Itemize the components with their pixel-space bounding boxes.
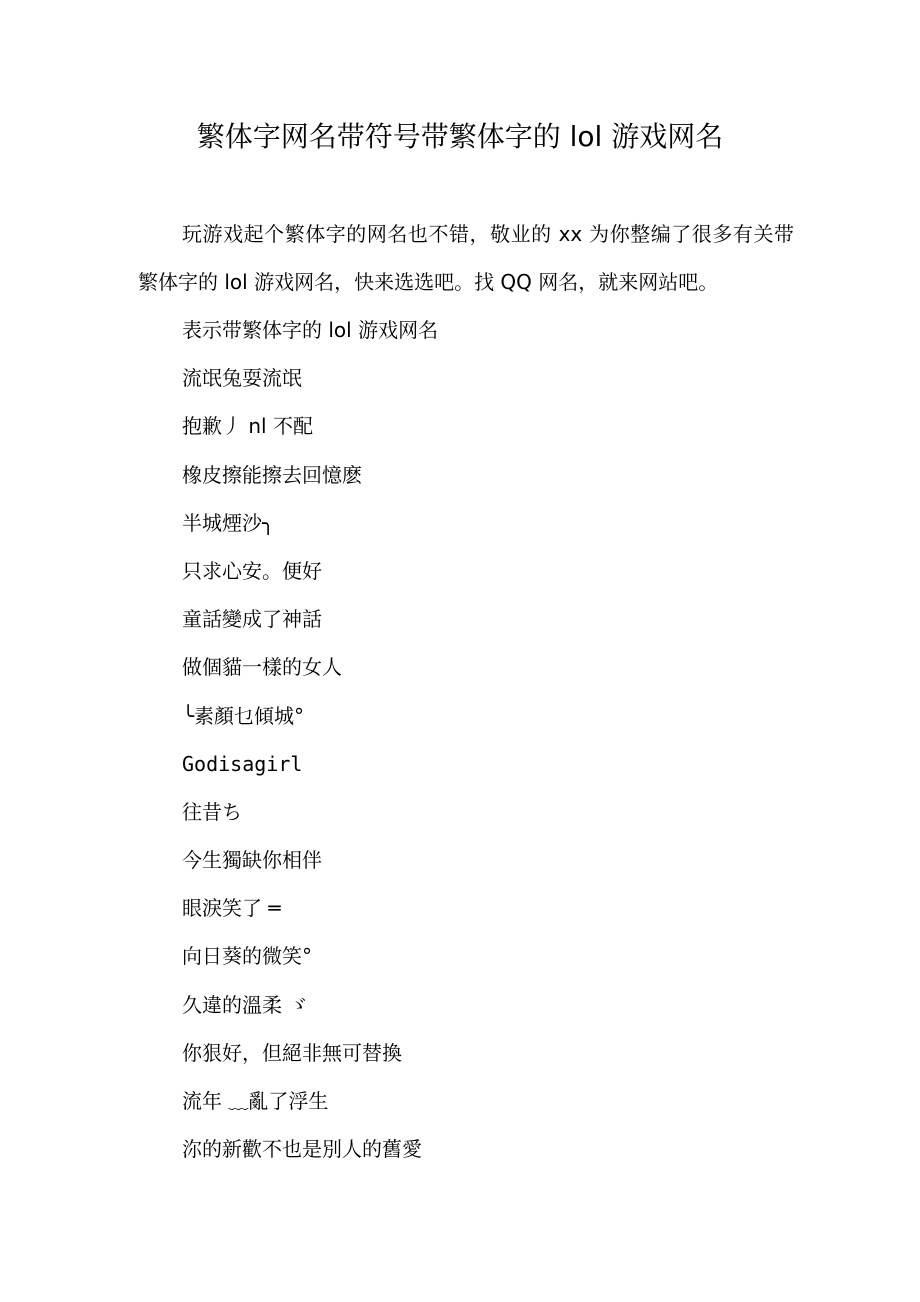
list-item: 半城煙沙╮ [182,510,275,535]
list-item: 童話變成了神話 [182,607,322,632]
list-item: 做個貓一樣的女人 [182,655,342,680]
list-item: 橡皮擦能擦去回憶麽 [182,462,362,487]
list-item: 今生獨缺你相伴 [182,848,322,873]
list-item: 抱歉丿 nl 不配 [182,414,313,439]
list-item: 流氓兔耍流氓 [182,366,302,391]
list-item: Godisagirl [182,751,303,776]
intro-paragraph: 玩游戏起个繁体字的网名也不错，敬业的 xx 为你整编了很多有关带繁体字的 lol 游戏网名，快来选选吧。找 QQ 网名，就来网站吧。 [138,222,794,294]
name-list [182,306,438,1173]
list-item: 往昔ち [182,799,242,824]
list-item: 眼淚笑了 ═ [182,896,281,921]
list-item: 沵的新歡不也是別人的舊愛 [182,1137,422,1162]
list-item: 你狠好，但絕非無可替換 [182,1040,402,1065]
list-item: 只求心安。便好 [182,558,322,583]
subheading: 表示带繁体字的 lol 游戏网名 [182,318,439,342]
list-item: ╰素顏乜傾城° [182,703,305,728]
list-item: 久違的溫柔 ゞ [182,992,309,1017]
document-title: 繁体字网名带符号带繁体字的 lol 游戏网名 [196,120,724,153]
list-item: 向日葵的微笑° [182,944,312,969]
list-item: 流年 ﹏亂了浮生 [182,1089,329,1113]
